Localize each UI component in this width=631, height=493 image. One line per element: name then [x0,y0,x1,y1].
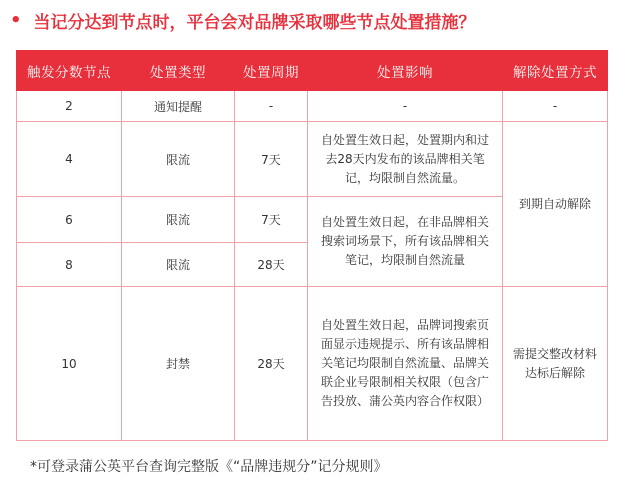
cell-score: 2 [17,91,122,122]
cell-period: 7天 [235,197,308,243]
penalty-table [16,50,608,441]
header-type: 处置类型 [122,51,235,91]
footnote: *可登录蒲公英平台查询完整版《“品牌违规分”记分规则》 [30,459,388,475]
cell-score: 4 [17,122,122,197]
header-period: 处置周期 [235,51,308,91]
cell-period: 28天 [235,243,308,287]
cell-release: 到期自动解除 [503,122,608,287]
cell-type: 通知提醒 [122,91,235,122]
cell-release: - [503,91,608,122]
cell-period: 28天 [235,287,308,441]
cell-type: 限流 [122,243,235,287]
cell-score: 8 [17,243,122,287]
cell-period: 7天 [235,122,308,197]
cell-impact: 自处置生效日起，处置期内和过去28天内发布的该品牌相关笔记，均限制自然流量。 [308,122,503,197]
table-row [17,287,608,441]
heading-bullet: • [10,9,22,31]
page-heading [10,6,476,34]
table-row [17,91,608,122]
table-header-row [17,51,608,91]
header-score: 触发分数节点 [17,51,122,91]
cell-impact: 自处置生效日起，品牌词搜索页面显示违规提示、所有该品牌相关笔记均限制自然流量、品牌关联企业号限制相关权限（包含广告投放、蒲公英内容合作权限） [308,287,503,441]
cell-impact: - [308,91,503,122]
cell-type: 限流 [122,197,235,243]
cell-impact: 自处置生效日起，在非品牌相关搜索词场景下，所有该品牌相关笔记，均限制自然流量 [308,197,503,287]
cell-release: 需提交整改材料达标后解除 [503,287,608,441]
heading-text: 当记分达到节点时，平台会对品牌采取哪些节点处置措施？ [33,12,476,33]
table-row [17,122,608,197]
cell-score: 10 [17,287,122,441]
header-impact: 处置影响 [308,51,503,91]
cell-score: 6 [17,197,122,243]
cell-type: 限流 [122,122,235,197]
cell-type: 封禁 [122,287,235,441]
cell-period: - [235,91,308,122]
header-release: 解除处置方式 [503,51,608,91]
